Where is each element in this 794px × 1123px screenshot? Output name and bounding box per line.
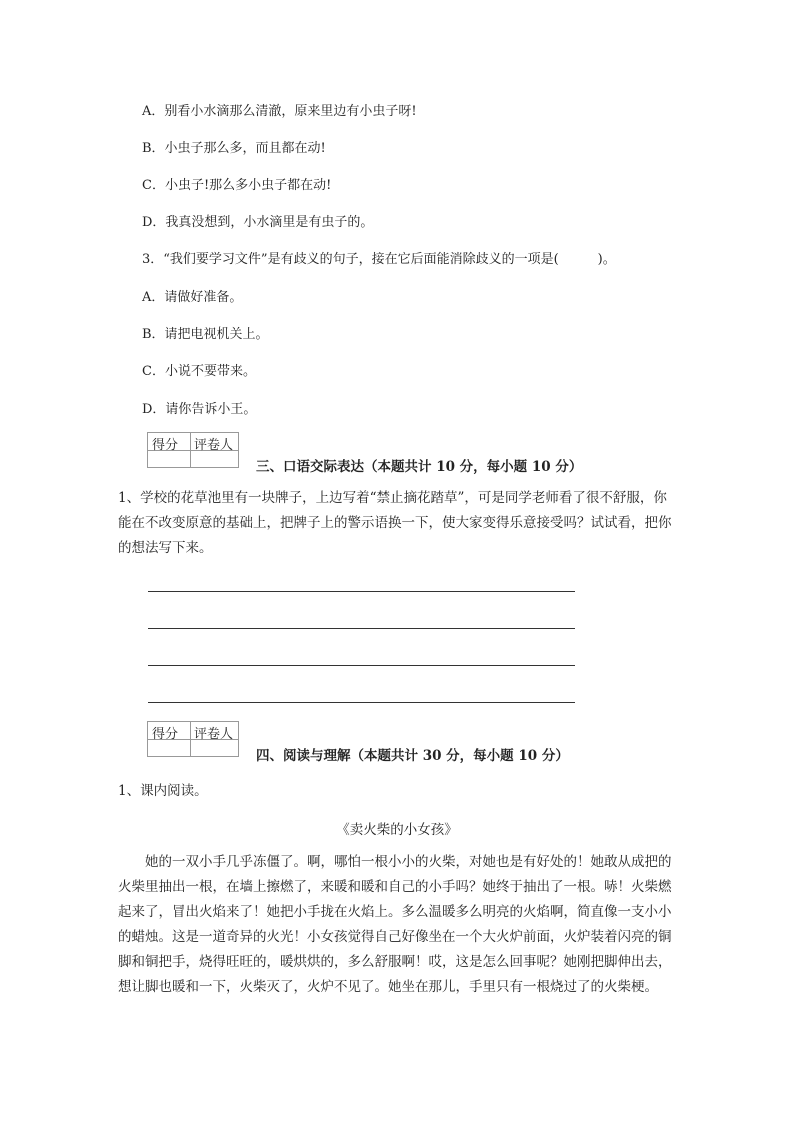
q3-option-c: C．小说不要带来。 <box>142 364 256 379</box>
score-box <box>147 721 239 757</box>
answer-line[interactable] <box>148 702 575 703</box>
q3-option-d: D．请你告诉小王。 <box>142 402 257 417</box>
section-4-question: 1、课内阅读。 <box>118 783 208 799</box>
answer-line[interactable] <box>148 665 575 666</box>
grader-label: 评卷人 <box>194 727 234 742</box>
score-label: 得分 <box>152 727 179 742</box>
q3-option-a: A．请做好准备。 <box>142 290 243 305</box>
score-label: 得分 <box>152 438 179 453</box>
option-c: C．小虫子!那么多小虫子都在动! <box>142 178 332 193</box>
answer-line[interactable] <box>148 591 575 592</box>
section-3-title: 三、口语交际表达（本题共计 10 分，每小题 10 分） <box>256 459 583 475</box>
option-b: B．小虫子那么多，而且都在动! <box>142 141 326 156</box>
passage-title: 《卖火柴的小女孩》 <box>336 822 458 838</box>
answer-line[interactable] <box>148 628 575 629</box>
score-box <box>147 432 239 468</box>
option-d: D．我真没想到，小水滴里是有虫子的。 <box>142 215 374 230</box>
q3-option-b: B．请把电视机关上。 <box>142 327 269 342</box>
question-3: 3．“我们要学习文件”是有歧义的句子，接在它后面能消除歧义的一项是( )。 <box>142 252 616 267</box>
option-a: A．别看小水滴那么清澈，原来里边有小虫子呀! <box>142 104 417 119</box>
grader-label: 评卷人 <box>194 438 234 453</box>
passage-text: 她的一双小手几乎冻僵了。啊，哪怕一根小小的火柴，对她也是有好处的！她敢从成把的火柴里抽出一根，在墙上擦燃了，来暖和暖和自己的小手吗？她终于抽出了一根。哧！火柴燃起来了，冒出火焰来了！她把小手拢在火焰上。多么温暖多么明亮的火焰啊，简直像一支小小的蜡烛。这是一道奇异的火光！小女孩觉得自己好像坐在一个大火炉前面，火炉装着闪亮的铜脚和铜把手，烧得旺旺的，暖烘烘的，多么舒服啊！哎，这是怎么回事呢？她刚把脚伸出去，想让脚也暖和一下，火柴灭了，火炉不见了。她坐在那儿，手里只有一根烧过了的火柴梗。 <box>118 854 672 995</box>
section-3-question: 1、学校的花草池里有一块牌子，上边写着“禁止摘花踏草”，可是同学老师看了很不舒服，你能在不改变原意的基础上，把牌子上的警示语换一下，使大家变得乐意接受吗？试试看，把你的想法写下来。 <box>118 490 672 556</box>
section-4-title: 四、阅读与理解（本题共计 30 分，每小题 10 分） <box>256 748 569 764</box>
